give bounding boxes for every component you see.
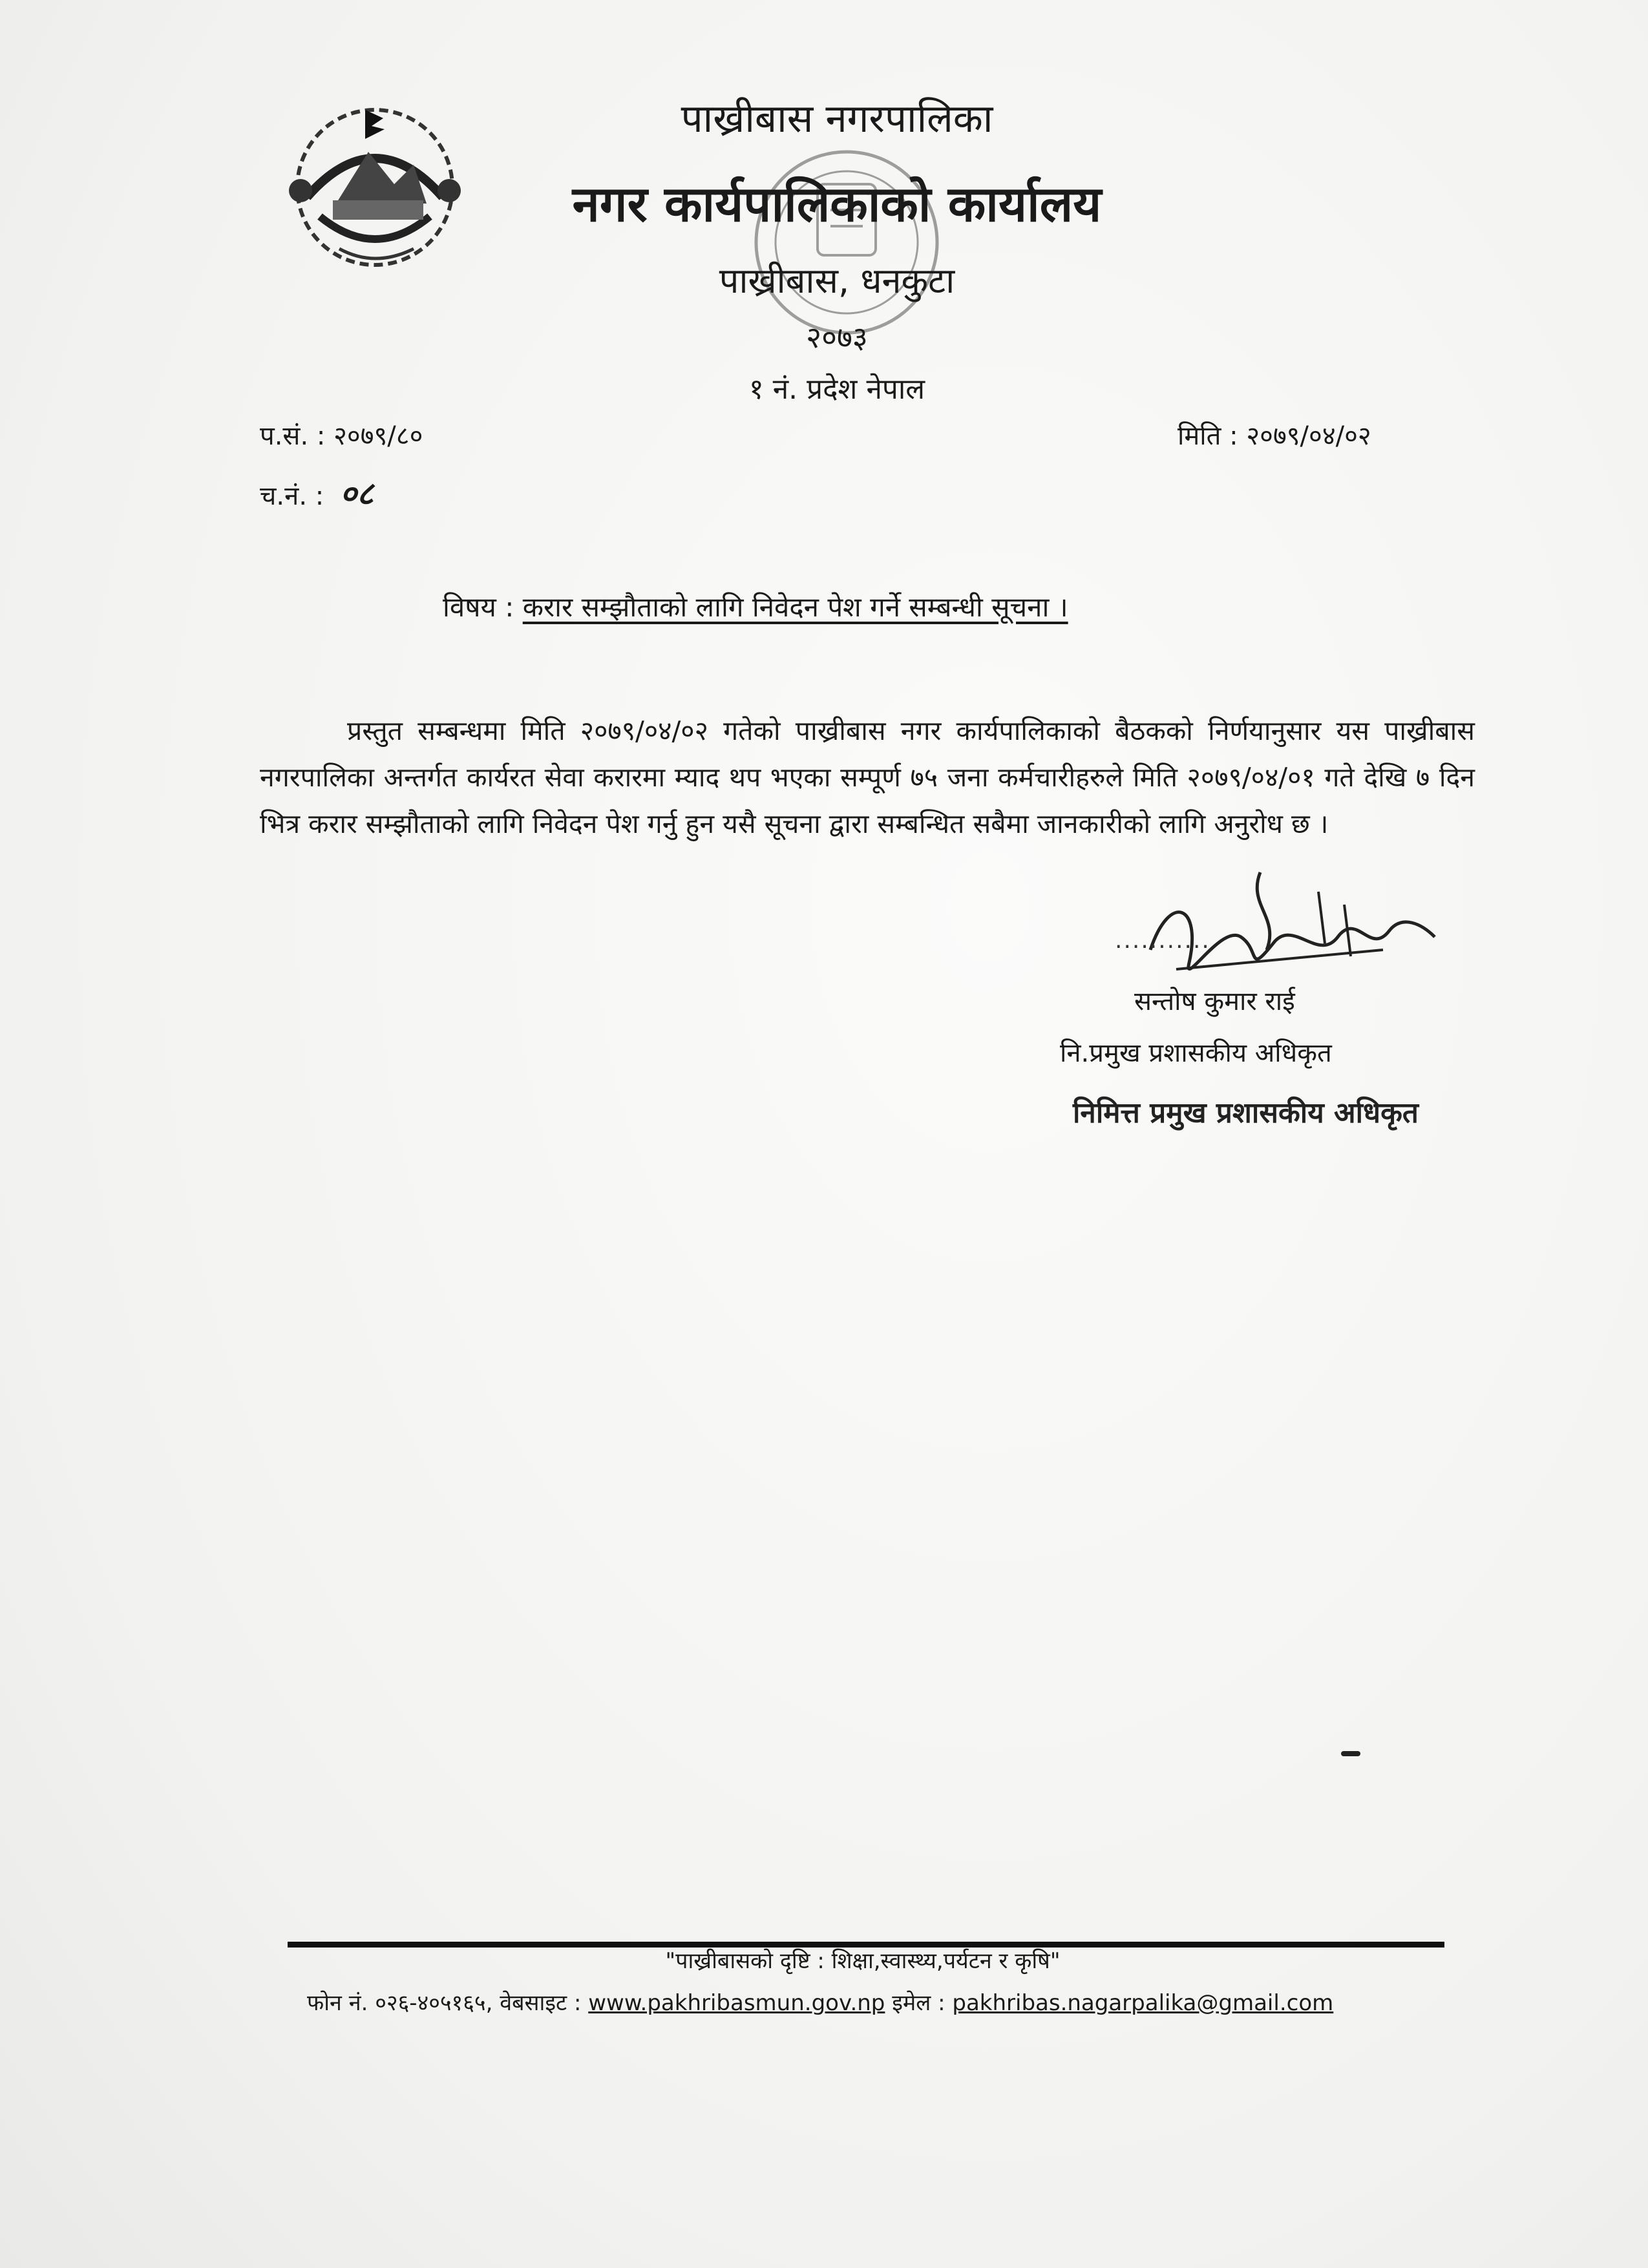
- website-link[interactable]: www.pakhribasmun.gov.np: [588, 1990, 885, 2016]
- signature-dots: ...........: [1115, 927, 1210, 954]
- ps-label: प.सं. :: [260, 421, 326, 451]
- subject-text: करार सम्झौताको लागि निवेदन पेश गर्ने सम्बन्धी सूचना ।: [522, 591, 1068, 623]
- date-value: २०७९/०४/०२: [1246, 421, 1371, 451]
- ink-speck: [1341, 1751, 1360, 1756]
- cn-label: च.नं. :: [260, 481, 324, 511]
- email-label: इमेल :: [892, 1990, 945, 2016]
- body-paragraph: प्रस्तुत सम्बन्धमा मिति २०७९/०४/०२ गतेको पाख्रीबास नगर कार्यपालिकाको बैठकको निर्णयानुसार यस पाख्रीबास नगरपालिका अन्तर्गत कार्यरत सेवा करारमा म्याद थप भएका सम्पूर्ण ७५ जना कर्मचारीहरुले मिति २०७९/०४/०१ गते देखि ७ दिन भित्र करार सम्झौताको लागि निवेदन पेश गर्नु हुन यसै सूचना द्वारा सम्बन्धित सबैमा जानकारीको लागि अनुरोध छ ।: [260, 715, 1475, 839]
- reference-number: [260, 417, 423, 452]
- office-title: नगर कार्यपालिकाको कार्यालय: [572, 175, 1102, 233]
- date-label: मिति :: [1178, 421, 1238, 451]
- office-address: पाख्रीबास, धनकुटा: [719, 260, 955, 301]
- province-name: १ नं. प्रदेश नेपाल: [748, 373, 925, 406]
- email-link[interactable]: pakhribas.nagarpalika@gmail.com: [952, 1990, 1334, 2016]
- subject-label: विषय :: [443, 591, 514, 623]
- phone-number: ०२६-४०५१६५,: [375, 1990, 493, 2016]
- ps-value: २०७९/८०: [333, 421, 423, 451]
- established-year: २०७३: [806, 320, 868, 355]
- municipality-name: पाख्रीबास नगरपालिका: [681, 96, 993, 142]
- footer-motto: "पाख्रीबासको दृष्टि : शिक्षा,स्वास्थ्य,पर्यटन र कृषि": [665, 1948, 1061, 1974]
- dispatch-number: [260, 470, 374, 514]
- letter-date: [1178, 417, 1371, 452]
- website-label: वेबसाइट :: [500, 1990, 582, 2016]
- cn-value: ०८: [339, 474, 374, 512]
- signer-name: सन्तोष कुमार राई: [1134, 987, 1295, 1016]
- subject-line: [443, 588, 1068, 625]
- footer-contact: [307, 1987, 1333, 2017]
- phone-label: फोन नं.: [307, 1990, 368, 2016]
- designation-stamp: निमित्त प्रमुख प्रशासकीय अधिकृत: [1073, 1097, 1419, 1129]
- signer-title: नि.प्रमुख प्रशासकीय अधिकृत: [1060, 1038, 1332, 1068]
